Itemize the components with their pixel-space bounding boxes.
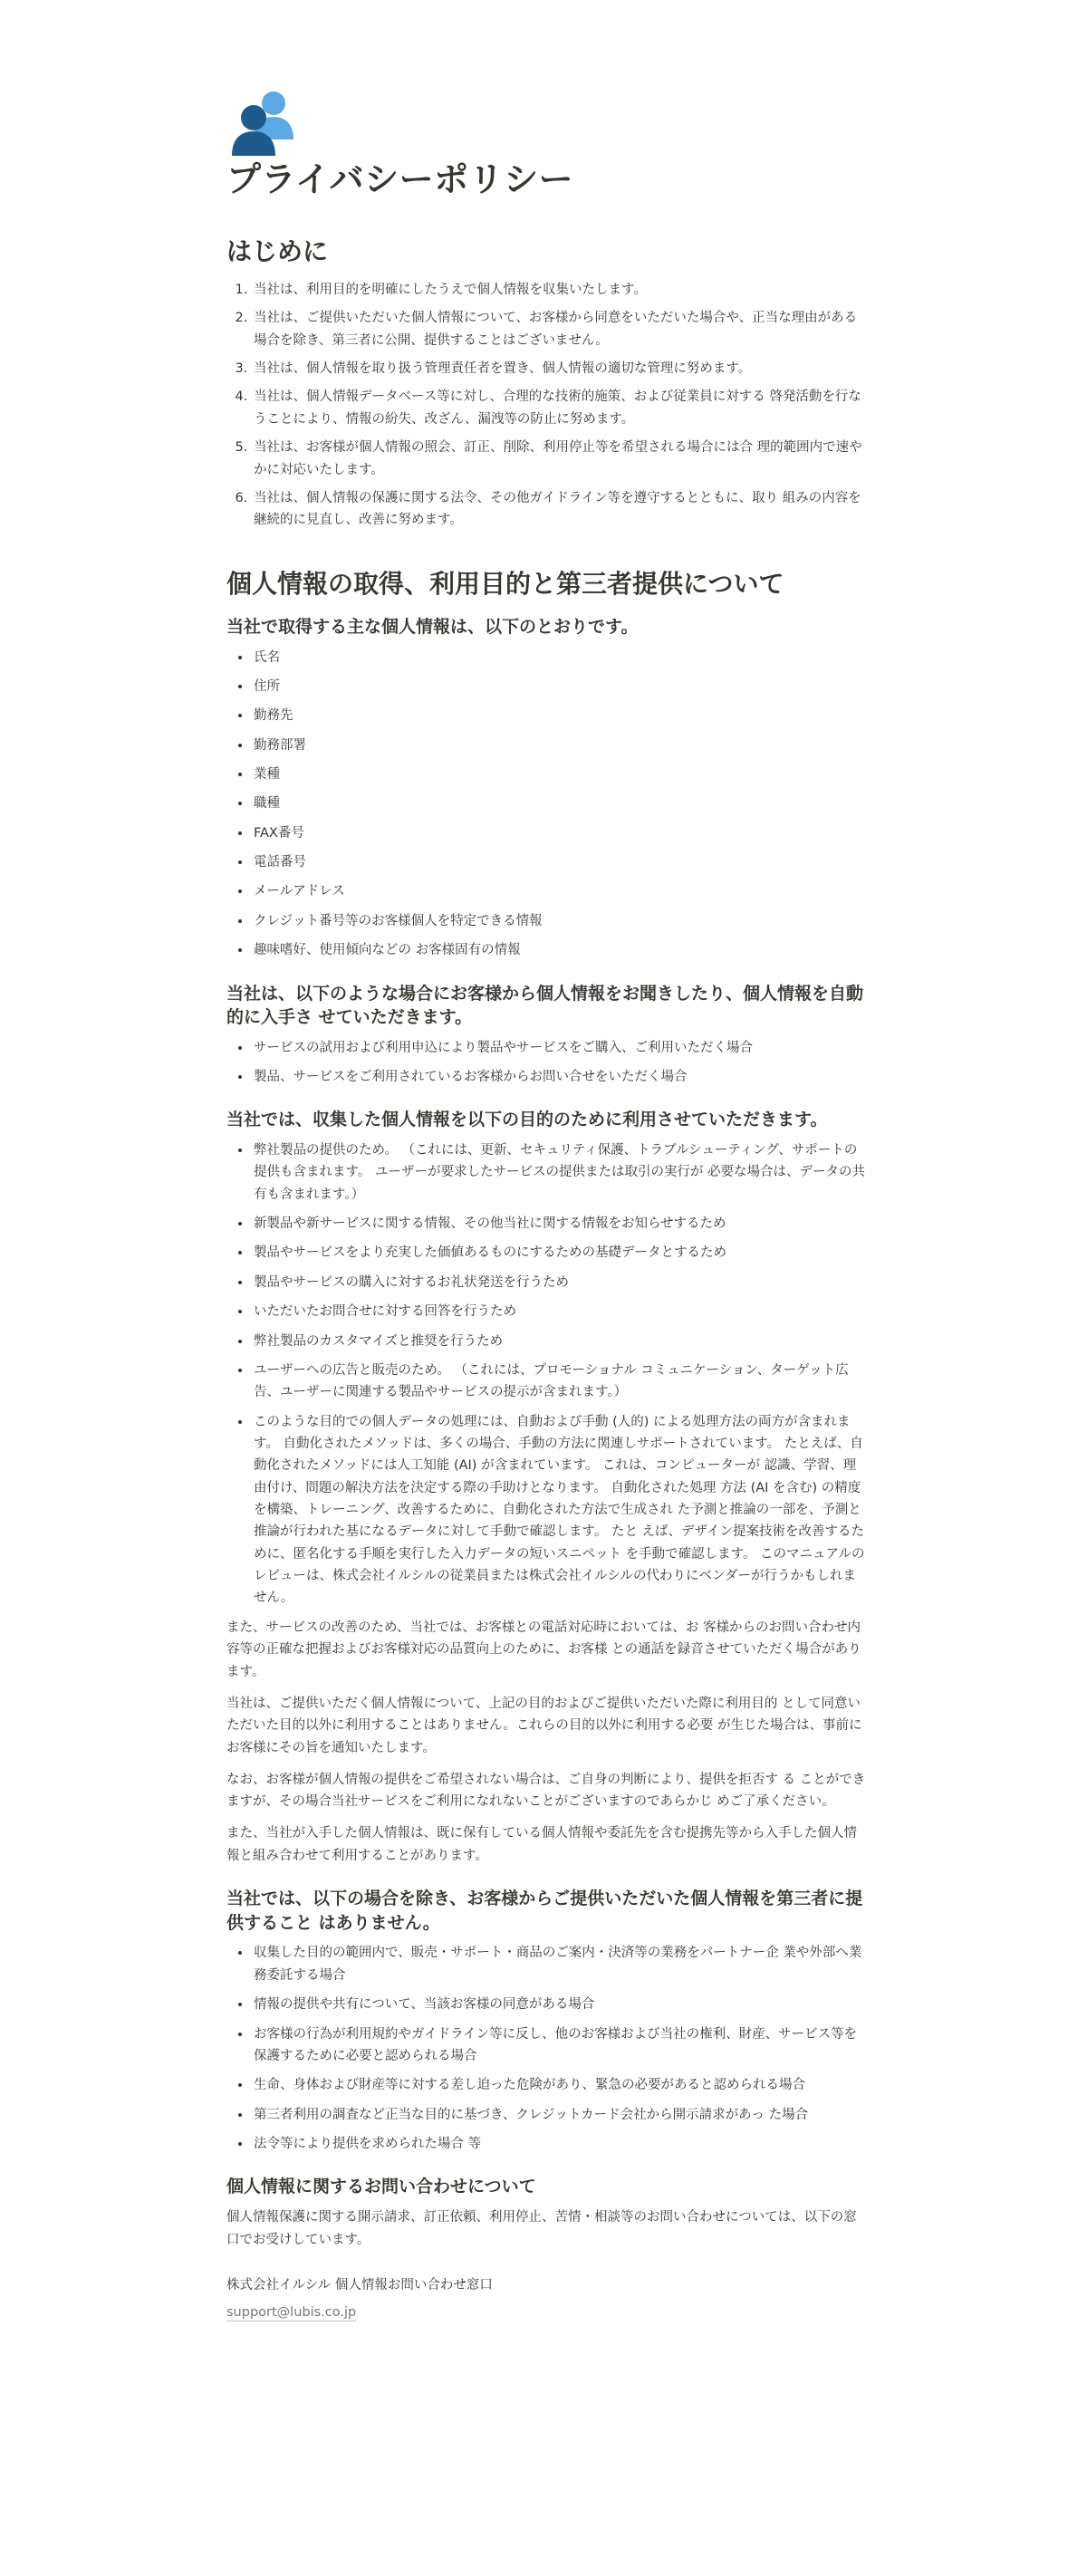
auto-block — [226, 982, 868, 1089]
purposes-list-item: • ユーザーへの広告と販売のため。 （これには、プロモーショナル コミュニケーション、ターゲット広告、ユーザーに関連する製品やサービスの提示が含まれます。） — [252, 1360, 868, 1404]
intro-list-item: 3. 当社は、個人情報を取り扱う管理責任者を置き、個人情報の適切な管理に努めます。 — [252, 358, 868, 380]
collected-list — [226, 647, 868, 962]
collected-list-item: • クレジット番号等のお客様個人を特定できる情報 — [252, 910, 868, 932]
third-party-list-item: • お客様の行為が利用規約やガイドライン等に反し、他のお客様および当社の権利、財産、サービス等を保護するために必要と認められる場合 — [252, 2023, 868, 2068]
purposes-list-item: • いただいたお問合せに対する回答を行うため — [252, 1301, 868, 1322]
contact-company: 株式会社イルシル 個人情報お問い合わせ窓口 — [226, 2278, 493, 2293]
third-party-block — [226, 1887, 868, 2155]
third-party-list-item: • 第三者利用の調査など正当な目的に基づき、クレジットカード会社から開示請求があっ た場合 — [252, 2104, 868, 2126]
people-icon — [226, 87, 297, 158]
main-section — [226, 568, 868, 2320]
purposes-list — [226, 1139, 868, 1610]
auto-list — [226, 1037, 868, 1089]
purposes-paragraph: また、サービスの改善のため、当社では、お客様との電話対応時においては、お 客様からのお問い合わせ内容等の正確な把握およびお客様対応の品質向上のために、お客様 との通話を録音させていただく場合があります。 — [226, 1620, 861, 1680]
purposes-paragraph: なお、お客様が個人情報の提供をご希望されない場合は、ご自身の判断により、提供を拒否す る ことができますが、その場合当社サービスをご利用になれないことがございますのであらかじ めご了承ください。 — [226, 1772, 866, 1810]
third-party-heading: 当社では、以下の場合を除き、お客様からご提供いただいた個人情報を第三者に提供すること はありません。 — [226, 1889, 863, 1933]
purposes-list-item: • 新製品や新サービスに関する情報、その他当社に関する情報をお知らせするため — [252, 1213, 868, 1235]
intro-section — [226, 235, 868, 532]
auto-heading: 当社は、以下のような場合にお客様から個人情報をお聞きしたり、個人情報を自動的に入手さ せていただきます。 — [226, 983, 864, 1028]
collected-list-item: • 電話番号 — [252, 851, 868, 873]
contact-heading: 個人情報に関するお問い合わせについて — [226, 2177, 536, 2197]
purposes-block — [226, 1108, 868, 1867]
purposes-list-item: • 製品やサービスをより充実した価値あるものにするための基礎データとするため — [252, 1242, 868, 1264]
purposes-paragraphs — [226, 1617, 868, 1867]
third-party-list-item: • 収集した目的の範囲内で、販売・サポート・商品のご案内・決済等の業務をパートナー企 業や外部へ業務委託する場合 — [252, 1942, 868, 1986]
purposes-list-item: • 弊社製品のカスタマイズと推奨を行うため — [252, 1331, 868, 1352]
main-heading: 個人情報の取得、利用目的と第三者提供について — [226, 568, 784, 599]
third-party-list-item: • 法令等により提供を求められた場合 等 — [252, 2133, 868, 2155]
intro-list — [226, 279, 868, 532]
intro-heading: はじめに — [226, 235, 329, 266]
collected-list-item: • 趣味嗜好、使用傾向などの お客様固有の情報 — [252, 939, 868, 961]
contact-text: 個人情報保護に関する開示請求、訂正依頼、利用停止、苦情・相談等のお問い合わせについては、以下の窓口でお受けしています。 — [226, 2209, 857, 2247]
page — [226, 0, 868, 2320]
purposes-list-item: • 弊社製品の提供のため。 （これには、更新、セキュリティ保護、トラブルシューティング、サポートの提供も含まれます。 ユーザーが要求したサービスの提供または取引の実行が 必要な場合は、データの共有も含まれます。） — [252, 1139, 868, 1206]
purposes-list-item: • 製品やサービスの購入に対するお礼状発送を行うため — [252, 1272, 868, 1293]
intro-list-item: 1. 当社は、利用目的を明確にしたうえで個人情報を収集いたします。 — [252, 279, 868, 301]
contact-email-link[interactable]: support@lubis.co.jp — [226, 2304, 357, 2320]
contact-block — [226, 2175, 868, 2320]
auto-list-item: • サービスの試用および利用申込により製品やサービスをご購入、ご利用いただく場合 — [252, 1037, 868, 1059]
collected-list-item: • FAX番号 — [252, 822, 868, 844]
intro-list-item: 4. 当社は、個人情報データベース等に対し、合理的な技術的施策、および従業員に対する 啓発活動を行なうことにより、情報の紛失、改ざん、漏洩等の防止に努めます。 — [252, 386, 868, 430]
collected-list-item: • メールアドレス — [252, 880, 868, 902]
purposes-paragraph: 当社は、ご提供いただく個人情報について、上記の目的およびご提供いただいた際に利用目的 として同意いただいた目的以外に利用することはありません。これらの目的以外に利用する必要 が生じた場合は、事前にお客様にその旨を通知いたします。 — [226, 1696, 862, 1756]
third-party-list-item: • 情報の提供や共有について、当該お客様の同意がある場合 — [252, 1994, 868, 2015]
collected-block — [226, 615, 868, 962]
intro-list-item: 2. 当社は、ご提供いただいた個人情報について、お客様から同意をいただいた場合や、正当な理由がある場合を除き、第三者に公開、提供することはございません。 — [252, 307, 868, 351]
intro-list-item: 5. 当社は、お客様が個人情報の照会、訂正、削除、利用停止等を希望される場合には合 理的範囲内で速やかに対応いたします。 — [252, 437, 868, 481]
collected-list-item: • 勤務部署 — [252, 735, 868, 756]
collected-list-item: • 住所 — [252, 676, 868, 697]
third-party-list — [226, 1942, 868, 2155]
third-party-list-item: • 生命、身体および財産等に対する差し迫った危険があり、緊急の必要があると認められる場合 — [252, 2074, 868, 2096]
purposes-heading: 当社では、収集した個人情報を以下の目的のために利用させていただきます。 — [226, 1110, 828, 1130]
collected-heading: 当社で取得する主な個人情報は、以下のとおりです。 — [226, 616, 639, 637]
page-title: プライバシーポリシー — [226, 159, 574, 199]
auto-list-item: • 製品、サービスをご利用されているお客様からお問い合せをいただく場合 — [252, 1066, 868, 1088]
purposes-paragraph: また、当社が入手した個人情報は、既に保有している個人情報や委託先を含む提携先等から入手した個人情報と組み合わせて利用することがあります。 — [226, 1825, 857, 1863]
collected-list-item: • 勤務先 — [252, 705, 868, 726]
collected-list-item: • 氏名 — [252, 647, 868, 668]
collected-list-item: • 職種 — [252, 793, 868, 814]
intro-list-item: 6. 当社は、個人情報の保護に関する法令、その他ガイドライン等を遵守するとともに、取り 組みの内容を継続的に見直し、改善に努めます。 — [252, 487, 868, 532]
purposes-list-item: • このような目的での個人データの処理には、自動および手動 (人的) による処理方法の両方が含まれます。 自動化されたメソッドは、多くの場合、手動の方法に関連しサポートされています。 たとえば、自動化されたメソッドには人工知能 (AI) が含まれています。 これは、コンピューターが 認識、学習、理由付け、問題の解決方法を決定する際の手助けとなります。 自動化された処理 方法 (AI を含む) の精度を構築、トレーニング、改善するために、自動化された方法で生成され た予測と推論の一部を、予測と推論が行われた基になるデータに対して手動で確認します。 たと えば、デザイン提案技術を改善するために、匿名化する手順を実行した入力データの短いスニペット を手動で確認します。 このマニュアルのレビューは、株式会社イルシルの従業員または株式会社イルシルの代わりにベンダーが行うかもしれません。 — [252, 1411, 868, 1610]
collected-list-item: • 業種 — [252, 764, 868, 785]
